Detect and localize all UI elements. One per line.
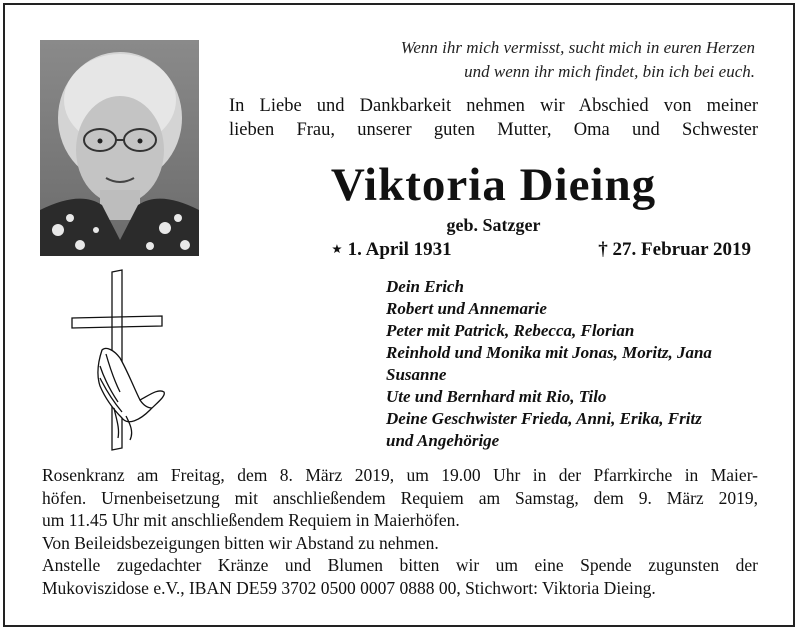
portrait-illustration (40, 40, 199, 256)
motto-quote (350, 36, 755, 84)
service-details (42, 464, 758, 599)
cross-hands-icon (70, 268, 170, 454)
motto-line: und wenn ihr mich findet, bin ich bei euch. (464, 62, 755, 81)
family-line: Ute und Bernhard mit Rio, Tilo (386, 387, 607, 406)
family-line: Peter mit Patrick, Rebecca, Florian (386, 321, 635, 340)
intro-text (229, 94, 758, 142)
family-line: Susanne (386, 365, 447, 384)
motto-line: Wenn ihr mich vermisst, sucht mich in euren Herzen (400, 38, 755, 57)
details-line: um 11.45 Uhr mit anschließendem Requiem in Maierhöfen. (42, 510, 460, 530)
family-line: Dein Erich (386, 277, 464, 296)
maiden-name: geb. Satzger (446, 215, 541, 235)
portrait-photo (40, 40, 199, 256)
intro-line: lieben Frau, unserer guten Mutter, Oma und Schwester (229, 120, 758, 140)
details-line: Von Beileidsbezeigungen bitten wir Abstand zu nehmen. (42, 532, 439, 553)
family-line: und Angehörige (386, 431, 500, 450)
details-line: Rosenkranz am Freitag, dem 8. März 2019, um 19.00 Uhr in der Pfarrkirche in Maier- (42, 465, 758, 485)
family-line: Deine Geschwister Frieda, Anni, Erika, Fritz (386, 409, 702, 428)
family-line: Robert und Annemarie (386, 299, 547, 318)
family-list (386, 276, 766, 452)
birth-date: ⋆ 1. April 1931 (331, 239, 452, 260)
details-line: höfen. Urnenbeisetzung mit anschließendem Requiem am Samstag, dem 9. März 2019, (42, 487, 758, 508)
intro-line: In Liebe und Dankbarkeit nehmen wir Abschied von meiner (229, 96, 758, 116)
details-line: Mukoviszidose e.V., IBAN DE59 3702 0500 0007 0888 00, Stichwort: Viktoria Dieing. (42, 577, 656, 598)
family-line: Reinhold und Monika mit Jonas, Moritz, Jana (386, 343, 712, 362)
details-line: Anstelle zugedachter Kränze und Blumen bitten wir um eine Spende zugunsten der (42, 555, 758, 575)
life-dates (331, 238, 751, 262)
death-date: † 27. Februar 2019 (598, 239, 751, 260)
cross-hands-drawing (70, 268, 170, 454)
deceased-name: Viktoria Dieing (330, 159, 657, 211)
